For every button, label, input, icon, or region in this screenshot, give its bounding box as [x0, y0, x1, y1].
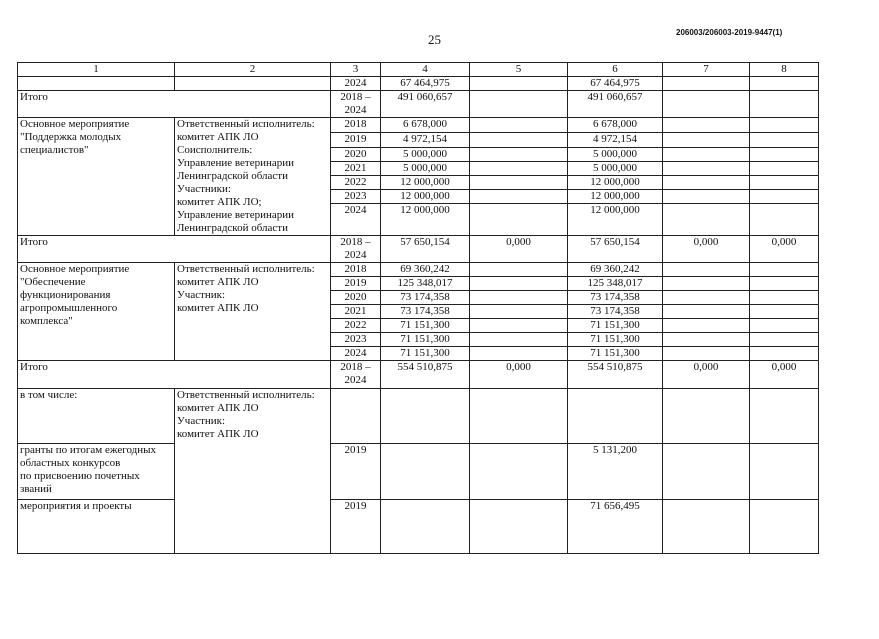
- value-cell: 554 510,875: [381, 361, 470, 389]
- year-cell: 2018: [331, 118, 381, 133]
- value-cell: 0,000: [750, 361, 819, 389]
- cell: [470, 389, 568, 444]
- year-cell: 2020: [331, 291, 381, 305]
- year-range-start: 2018 –: [340, 236, 371, 248]
- value-cell: 4 972,154: [568, 133, 663, 148]
- year-range-end: 2024: [344, 249, 367, 261]
- cell: [750, 389, 819, 444]
- responsible-cell: [175, 389, 331, 554]
- responsible-line: Участник:: [177, 289, 226, 301]
- cell: [663, 148, 750, 162]
- value-cell: 5 000,000: [381, 148, 470, 162]
- event-name-line: комплекса": [20, 315, 73, 327]
- responsible-line: Соисполнитель:: [177, 144, 253, 156]
- cell: [663, 291, 750, 305]
- cell: [663, 263, 750, 277]
- header-col-6: 6: [568, 63, 663, 77]
- responsible-line: комитет АПК ЛО: [177, 131, 259, 143]
- year-cell: 2018: [331, 263, 381, 277]
- year-range-end: 2024: [344, 374, 367, 386]
- value-cell: 71 151,300: [568, 319, 663, 333]
- cell: [750, 263, 819, 277]
- responsible-line: Ответственный исполнитель:: [177, 263, 315, 275]
- cell: [470, 148, 568, 162]
- value-cell: 6 678,000: [381, 118, 470, 133]
- value-cell: 0,000: [470, 236, 568, 263]
- year-cell: 2021: [331, 162, 381, 176]
- responsible-line: комитет АПК ЛО;: [177, 196, 262, 208]
- table-row: [18, 263, 819, 277]
- value-cell: 67 464,975: [381, 77, 470, 91]
- budget-table: [17, 62, 819, 554]
- cell: [175, 77, 331, 91]
- event-name-cell: [18, 263, 175, 361]
- value-cell: 12 000,000: [568, 190, 663, 204]
- cell: [750, 190, 819, 204]
- header-col-7: 7: [663, 63, 750, 77]
- cell: [750, 347, 819, 361]
- cell: [470, 133, 568, 148]
- total-label: Итого: [18, 361, 331, 389]
- value-cell: 0,000: [750, 236, 819, 263]
- value-cell: 5 000,000: [568, 162, 663, 176]
- value-cell: 12 000,000: [381, 176, 470, 190]
- cell: [750, 133, 819, 148]
- subitem-name-line: званий: [20, 483, 52, 495]
- value-cell: 12 000,000: [568, 176, 663, 190]
- responsible-line: Управление ветеринарии: [177, 209, 295, 221]
- year-cell: 2020: [331, 148, 381, 162]
- subitem-name-line: областных конкурсов: [20, 457, 121, 469]
- event-name-line: "Поддержка молодых: [20, 131, 122, 143]
- subitem-name-cell: [18, 444, 175, 500]
- value-cell: 69 360,242: [381, 263, 470, 277]
- year-cell: 2021: [331, 305, 381, 319]
- total-row: [18, 236, 819, 263]
- cell: [470, 319, 568, 333]
- including-label: в том числе:: [18, 389, 175, 444]
- table-row: [18, 500, 819, 554]
- header-col-5: 5: [470, 63, 568, 77]
- value-cell: 554 510,875: [568, 361, 663, 389]
- cell: [470, 333, 568, 347]
- cell: [750, 118, 819, 133]
- cell: [663, 389, 750, 444]
- value-cell: 71 151,300: [568, 347, 663, 361]
- value-cell: 71 151,300: [381, 319, 470, 333]
- value-cell: [663, 77, 750, 91]
- cell: [663, 190, 750, 204]
- year-range-start: 2018 –: [340, 91, 371, 103]
- cell: [381, 444, 470, 500]
- responsible-line: Ленинградской области: [177, 222, 288, 234]
- event-name-line: Основное мероприятие: [20, 118, 130, 130]
- value-cell: 0,000: [663, 236, 750, 263]
- cell: [663, 305, 750, 319]
- value-cell: 71 656,495: [568, 500, 663, 554]
- value-cell: [750, 91, 819, 118]
- event-name-cell: [18, 118, 175, 236]
- year-cell: 2019: [331, 133, 381, 148]
- cell: [663, 444, 750, 500]
- value-cell: [470, 91, 568, 118]
- value-cell: 73 174,358: [381, 305, 470, 319]
- value-cell: 71 151,300: [568, 333, 663, 347]
- value-cell: 57 650,154: [381, 236, 470, 263]
- cell: [663, 347, 750, 361]
- responsible-line: Управление ветеринарии: [177, 157, 295, 169]
- cell: [750, 162, 819, 176]
- cell: [750, 444, 819, 500]
- year-cell: 2023: [331, 190, 381, 204]
- year-range-cell: [331, 236, 381, 263]
- event-name-line: агропромышленного: [20, 302, 118, 314]
- total-label: Итого: [18, 236, 331, 263]
- value-cell: 5 000,000: [381, 162, 470, 176]
- year-cell: 2019: [331, 500, 381, 554]
- year-cell: 2024: [331, 77, 381, 91]
- cell: [663, 133, 750, 148]
- cell: [470, 291, 568, 305]
- responsible-line: комитет АПК ЛО: [177, 428, 259, 440]
- cell: [750, 176, 819, 190]
- cell: [470, 118, 568, 133]
- value-cell: 0,000: [470, 361, 568, 389]
- year-cell: 2022: [331, 176, 381, 190]
- cell: [381, 500, 470, 554]
- value-cell: 71 151,300: [381, 347, 470, 361]
- cell: [663, 333, 750, 347]
- cell: [663, 176, 750, 190]
- table-row: [18, 118, 819, 133]
- value-cell: 5 131,200: [568, 444, 663, 500]
- value-cell: 71 151,300: [381, 333, 470, 347]
- responsible-cell: [175, 118, 331, 236]
- year-cell: 2023: [331, 333, 381, 347]
- value-cell: 73 174,358: [568, 291, 663, 305]
- cell: [663, 319, 750, 333]
- value-cell: 12 000,000: [381, 204, 470, 236]
- document-id: 206003/206003-2019-9447(1): [676, 28, 783, 37]
- page-number: 25: [428, 32, 441, 47]
- value-cell: 4 972,154: [381, 133, 470, 148]
- event-name-line: специалистов": [20, 144, 89, 156]
- cell: [663, 162, 750, 176]
- total-row: [18, 91, 819, 118]
- value-cell: 69 360,242: [568, 263, 663, 277]
- cell: [750, 500, 819, 554]
- value-cell: 67 464,975: [568, 77, 663, 91]
- responsible-line: Ленинградской области: [177, 170, 288, 182]
- cell: [750, 305, 819, 319]
- responsible-line: Ответственный исполнитель:: [177, 389, 315, 401]
- cell: [750, 333, 819, 347]
- cell: [470, 263, 568, 277]
- header-col-3: 3: [331, 63, 381, 77]
- cell: [470, 444, 568, 500]
- header-col-8: 8: [750, 63, 819, 77]
- cell: [663, 118, 750, 133]
- subitem-name-cell: мероприятия и проекты: [18, 500, 175, 554]
- value-cell: 0,000: [663, 361, 750, 389]
- cell: [750, 277, 819, 291]
- responsible-line: комитет АПК ЛО: [177, 276, 259, 288]
- cell: [470, 190, 568, 204]
- value-cell: 125 348,017: [381, 277, 470, 291]
- event-name-line: Основное мероприятие: [20, 263, 130, 275]
- cell: [470, 204, 568, 236]
- value-cell: 73 174,358: [381, 291, 470, 305]
- total-label: Итого: [18, 91, 331, 118]
- year-range-cell: [331, 361, 381, 389]
- header-row: [18, 63, 819, 77]
- value-cell: 5 000,000: [568, 148, 663, 162]
- year-cell: 2019: [331, 444, 381, 500]
- value-cell: [663, 91, 750, 118]
- responsible-line: Участники:: [177, 183, 231, 195]
- cell: [470, 500, 568, 554]
- header-col-1: 1: [18, 63, 175, 77]
- event-name-line: функционирования: [20, 289, 111, 301]
- table-row: [18, 389, 819, 444]
- year-cell: 2024: [331, 347, 381, 361]
- cell: [568, 389, 663, 444]
- cell: [381, 389, 470, 444]
- year-range-end: 2024: [344, 104, 367, 116]
- value-cell: 57 650,154: [568, 236, 663, 263]
- year-range-start: 2018 –: [340, 361, 371, 373]
- value-cell: 491 060,657: [381, 91, 470, 118]
- subitem-name-line: по присвоению почетных: [20, 470, 140, 482]
- cell: [663, 277, 750, 291]
- cell: [470, 305, 568, 319]
- subitem-name-line: гранты по итогам ежегодных: [20, 444, 157, 456]
- value-cell: 12 000,000: [381, 190, 470, 204]
- responsible-line: Ответственный исполнитель:: [177, 118, 315, 130]
- responsible-line: комитет АПК ЛО: [177, 302, 259, 314]
- cell: [663, 500, 750, 554]
- value-cell: 491 060,657: [568, 91, 663, 118]
- cell: [750, 291, 819, 305]
- value-cell: 125 348,017: [568, 277, 663, 291]
- event-name-line: "Обеспечение: [20, 276, 86, 288]
- table-row: [18, 77, 819, 91]
- value-cell: [470, 77, 568, 91]
- cell: [470, 162, 568, 176]
- cell: [470, 347, 568, 361]
- year-cell: 2022: [331, 319, 381, 333]
- year-range-cell: [331, 91, 381, 118]
- table-row: [18, 444, 819, 500]
- cell: [750, 148, 819, 162]
- value-cell: 12 000,000: [568, 204, 663, 236]
- responsible-line: комитет АПК ЛО: [177, 402, 259, 414]
- cell: [750, 319, 819, 333]
- responsible-line: Участник:: [177, 415, 226, 427]
- header-col-2: 2: [175, 63, 331, 77]
- value-cell: [750, 77, 819, 91]
- year-cell: 2024: [331, 204, 381, 236]
- header-col-4: 4: [381, 63, 470, 77]
- value-cell: 73 174,358: [568, 305, 663, 319]
- cell: [750, 204, 819, 236]
- year-cell: 2019: [331, 277, 381, 291]
- value-cell: 6 678,000: [568, 118, 663, 133]
- cell: [663, 204, 750, 236]
- responsible-cell: [175, 263, 331, 361]
- cell: [470, 176, 568, 190]
- cell: [18, 77, 175, 91]
- cell: [470, 277, 568, 291]
- total-row: [18, 361, 819, 389]
- cell: [331, 389, 381, 444]
